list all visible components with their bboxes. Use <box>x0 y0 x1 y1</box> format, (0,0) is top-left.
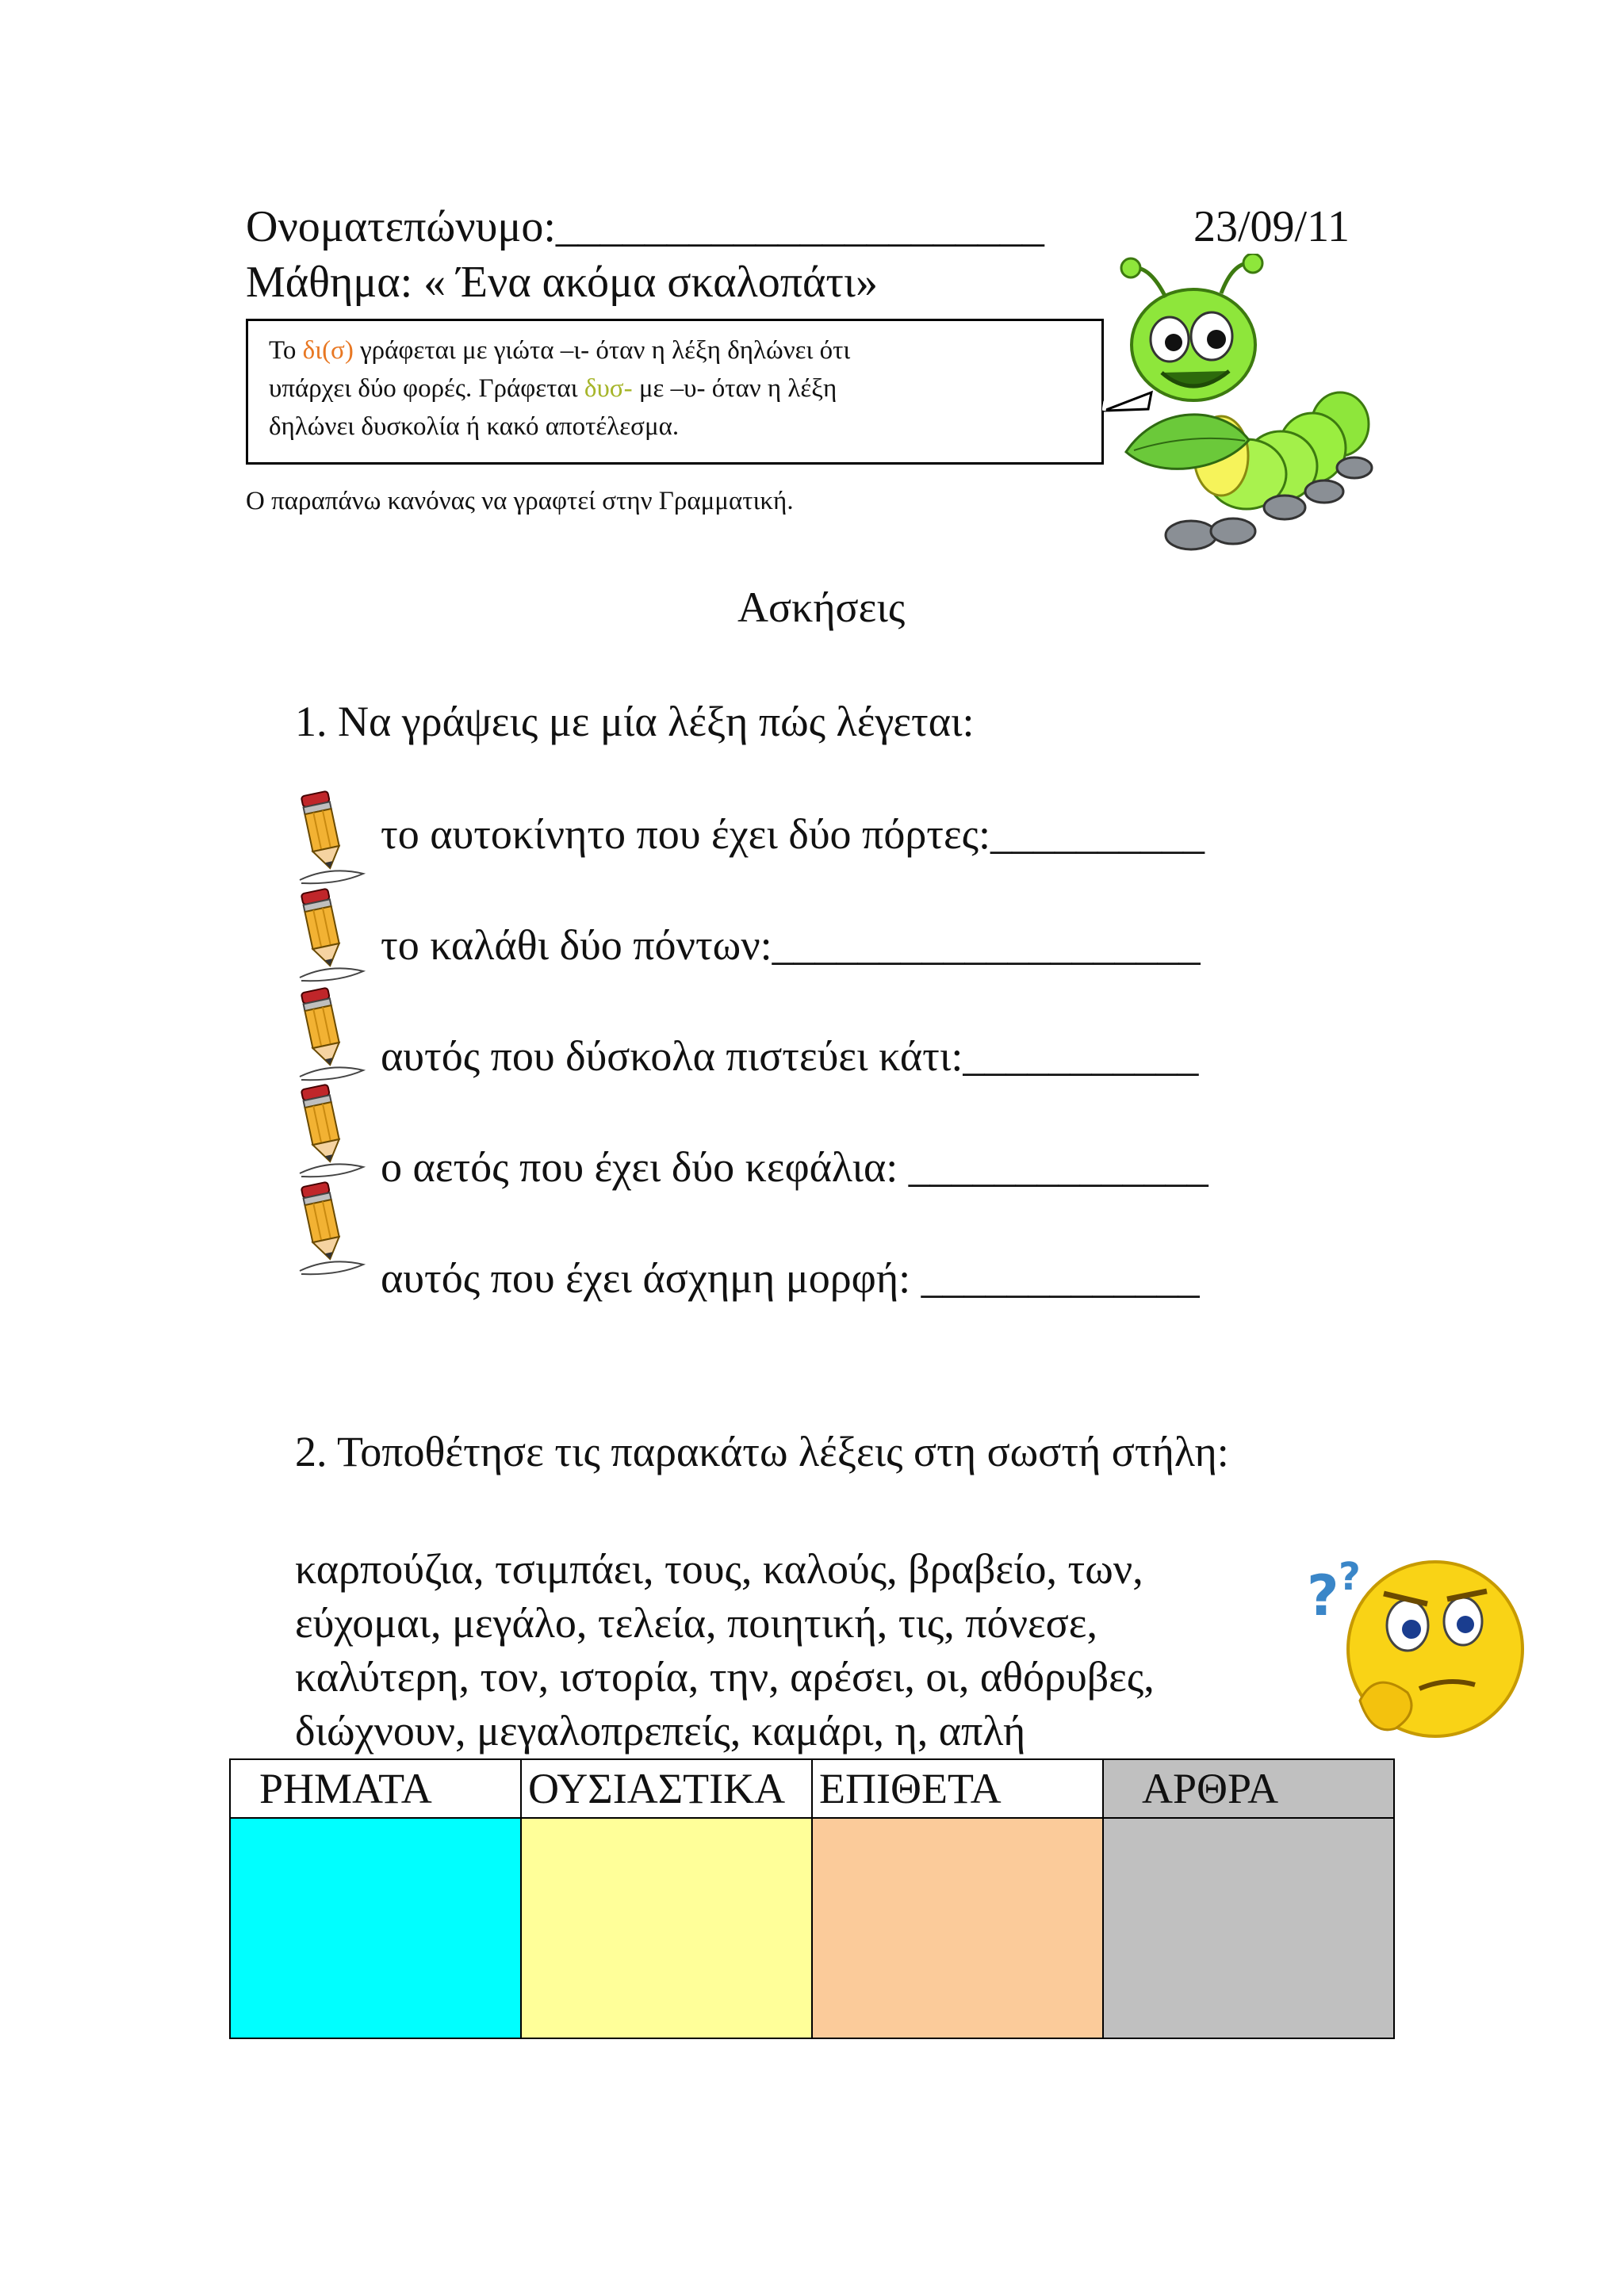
svg-text:?: ? <box>1307 1563 1339 1628</box>
svg-text:?: ? <box>1339 1555 1361 1599</box>
word-list-line: διώχνουν, μεγαλοπρεπείς, καμάρι, η, απλή <box>295 1707 1026 1755</box>
column-header-adjectives <box>812 1759 1103 1818</box>
answer-cell-verbs[interactable] <box>230 1818 521 2038</box>
rule-box <box>246 319 1104 465</box>
date: 23/09/11 <box>1193 202 1350 251</box>
answer-cell-nouns[interactable] <box>521 1818 812 2038</box>
exercise-1-item[interactable]: αυτός που δύσκολα πιστεύει κάτι:___________ <box>381 1032 1199 1080</box>
rule-text: γράφεται με γιώτα –ι- όταν η λέξη δηλώνει ότι <box>353 336 851 365</box>
word-sort-table <box>229 1758 1395 2039</box>
word-list-line: εύχομαι, μεγάλο, τελεία, ποιητική, τις, πόνεσε, <box>295 1599 1097 1647</box>
prefix-di-highlight: δι(σ) <box>302 336 354 365</box>
pencil-icon <box>290 884 366 984</box>
rule-text: Το <box>269 336 303 365</box>
rule-line-3: δηλώνει δυσκολία ή κακό αποτέλεσμα. <box>269 411 680 441</box>
answer-cell-adjectives[interactable] <box>812 1818 1103 2038</box>
thinking-face-icon <box>1300 1542 1530 1748</box>
word-list-line: καλύτερη, τον, ιστορία, την, αρέσει, οι, αθόρυβες, <box>295 1653 1155 1701</box>
rule-line-2 <box>269 370 1081 408</box>
exercise-1-item[interactable]: το καλάθι δύο πόντων:____________________ <box>381 921 1201 969</box>
exercise-1-item[interactable]: ο αετός που έχει δύο κεφάλια: ______________ <box>381 1143 1208 1191</box>
pencil-icon <box>290 786 366 886</box>
pencil-icon <box>290 1080 366 1180</box>
exercise-2-title: 2. Τοποθέτησε τις παρακάτω λέξεις στη σωστή στήλη: <box>295 1428 1229 1475</box>
exercise-1-title: 1. Να γράψεις με μία λέξη πώς λέγεται: <box>295 698 975 745</box>
rule-text: υπάρχει δύο φορές. Γράφεται <box>269 373 584 403</box>
lesson-title: Μάθημα: « Ένα ακόμα σκαλοπάτι» <box>246 258 878 307</box>
column-label: ΑΡΘΡΑ <box>1142 1765 1279 1812</box>
answer-cell-articles[interactable] <box>1103 1818 1394 2038</box>
word-list-line: καρπούζια, τσιμπάει, τους, καλούς, βραβείο, των, <box>295 1545 1143 1593</box>
pencil-icon <box>290 983 366 1083</box>
rule-note: Ο παραπάνω κανόνας να γραφτεί στην Γραμματική. <box>246 487 794 515</box>
rule-text: με –υ- όταν η λέξη <box>632 373 837 403</box>
rule-line-1 <box>269 332 1081 370</box>
pencil-icon <box>290 1177 366 1277</box>
exercises-title: Ασκήσεις <box>737 584 906 631</box>
caterpillar-icon <box>1102 254 1404 595</box>
exercise-1-item[interactable]: αυτός που έχει άσχημη μορφή: _____________ <box>381 1254 1200 1302</box>
column-header-articles <box>1103 1759 1394 1818</box>
column-label: ΕΠΙΘΕΤΑ <box>819 1765 1002 1812</box>
column-label: ΡΗΜΑΤΑ <box>259 1765 432 1812</box>
word-list <box>295 1542 1334 1758</box>
name-field-label: Ονοματεπώνυμο:______________________ <box>246 202 1044 251</box>
column-header-verbs <box>230 1759 521 1818</box>
exercise-1-item[interactable]: το αυτοκίνητο που έχει δύο πόρτες:__________ <box>381 810 1205 858</box>
column-label: ΟΥΣΙΑΣΤΙΚΑ <box>528 1765 786 1812</box>
column-header-nouns <box>521 1759 812 1818</box>
prefix-dys-highlight: δυσ- <box>584 373 633 403</box>
